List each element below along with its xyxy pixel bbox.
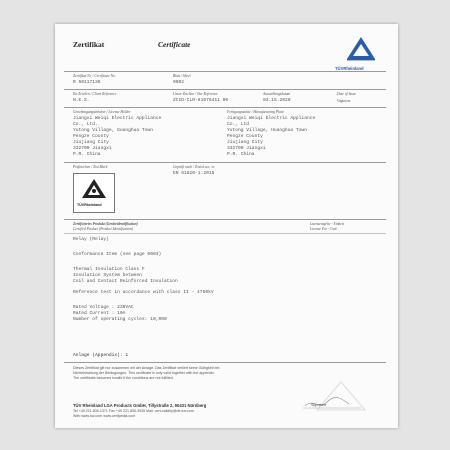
sheet-value: 0002 [173,80,185,85]
title-english: Certificate [158,40,191,49]
footer-note: The certificate becomes invalid if the conditions are not fulfilled. [73,376,174,380]
product-label: Zertifiziertes Produkt (Geräteidentifikation) [73,222,138,226]
holder-line: Jiujiang City [73,140,109,145]
product-line: Rated Current : 10A [73,311,126,316]
manufacturer-line: Co., Ltd [227,122,250,127]
footer-note: Dieses Zertifikat gilt nur zusammen mit der Anlage. Das Zertifikat verliert seine Gültigkeit bei [73,366,220,370]
manufacturer-line: Jiangxi Weiqi Electric Appliance [227,116,316,121]
footer-contact: Web www.tuv.com www.certipedia.com [73,414,136,418]
holder-label: Genehmigungsinhaber / License Holder [73,110,131,114]
date-label: Date of Issue [337,92,356,96]
manufacturer-line: Yutong Village, Huanghua Town [227,128,307,133]
issue-label: Ausstellungsdatum [263,92,291,96]
holder-line: Pengze County [73,134,109,139]
standard-value: EN 61810-1:2015 [173,171,215,176]
test-mark-label: Prüfzeichen / Test Mark [73,165,108,169]
our-ref-value: ZCID-CLR-81076411 00 [173,98,229,103]
product-line: Number of operating cycles: 10,000 [73,317,167,322]
product-line: Conformance Item (see page 0003) [73,252,162,257]
manufacturer-line: Jiujiang City [227,140,263,145]
holder-line: 332700 Jiangxi [73,146,112,151]
logo-text: TÜVRheinland [335,66,364,71]
valid-value: Vaguness [337,99,351,103]
tuv-logo-icon [341,35,381,67]
test-mark-text: TÜVRheinland [77,203,102,207]
product-line: Coil and Contact Reinforced Insulation [73,279,178,284]
manufacturer-line: P.R. China [227,152,255,157]
test-mark-icon [80,178,108,202]
license-label: Lizenzentgelte - Einheit [310,222,344,226]
product-line: Insulation System between [73,273,142,278]
product-line: Thermal Insulation Class F [73,267,145,272]
cert-no-label: Zertifikat Nr. / Certificate No. [73,74,116,78]
issue-value: 03.15.2020 [263,98,291,103]
signature-label: Signature [311,403,327,407]
test-mark-box [73,173,115,213]
certificate-sheet [55,24,398,428]
title-german: Zertifikat [73,40,105,49]
footer-note: Nichteinhaltung der Bedingungen. This certificate is only valid together with the appendix. [73,371,215,375]
product-line: Rated Voltage : 230VAC [73,305,134,310]
holder-line: Co., Ltd. [73,122,98,127]
cert-no-value: R 50117136 [73,80,101,85]
sheet-label: Blatt / Sheet [173,74,191,78]
report-value: N.E.S. [73,98,90,103]
signature-icon [301,380,371,412]
manufacturer-line: Pengze County [227,134,263,139]
holder-line: P.R. China [73,152,101,157]
standard-label: Geprüft nach / Tested acc. to [173,165,215,169]
report-label: Ihr Zeichen / Client Reference [73,92,117,96]
product-line: Reference test in accordance with class II - 4750kV [73,290,214,295]
footer-company: TÜV Rheinland LGA Products GmbH, Tillystraße 2, 90431 Nürnberg [73,403,207,408]
holder-line: Jiangxi Weiqi Electric Appliance [73,116,162,121]
product-label-en: Certified Product (Product Identification) [73,227,134,231]
our-ref-label: Unser Zeichen / Our Reference [173,92,218,96]
product-name: Relay (Relay) [73,237,109,242]
manufacturer-line: 332700 Jiangxi [227,146,266,151]
manufacturer-label: Fertigungsstätte / Manufacturing Plant [227,110,284,114]
license-label-en: License Fee - Unit [310,227,337,231]
appendix: Anlage (Appendix): 1 [73,353,129,358]
holder-line: Yutong Village, Guanghua Town [73,128,153,133]
footer-contact: Tel +49 221 806-1371 Fax +49 221 806-3935 Mail: cert-validity@de.tuv.com [73,409,194,413]
